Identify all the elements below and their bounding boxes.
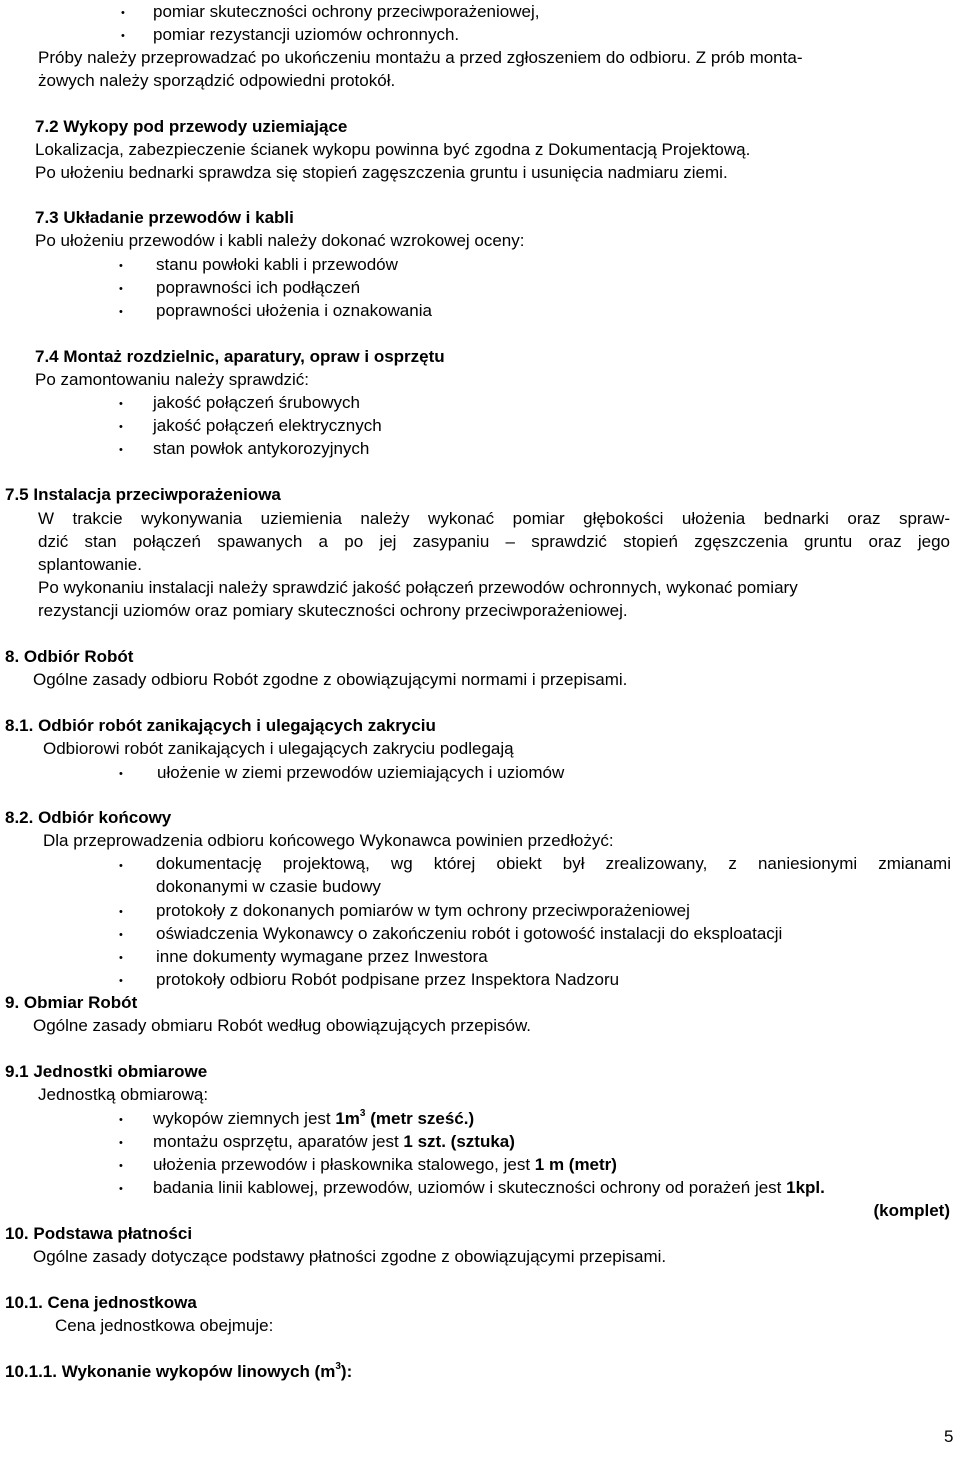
- list-item: oświadczenia Wykonawcy o zakończeniu robót i gotowość instalacji do eksploatacji: [156, 924, 783, 943]
- list-item: protokoły odbioru Robót podpisane przez Inspektora Nadzoru: [156, 970, 620, 989]
- list-item: dokumentację projektową, wg której obiekt był zrealizowany, z naniesionymi zmianami: [156, 854, 951, 873]
- list-item: [153, 1154, 617, 1176]
- section-text: Ogólne zasady obmiaru Robót według obowiązujących przepisów.: [33, 1016, 532, 1035]
- intro-bullet-2: pomiar rezystancji uziomów ochronnych.: [153, 25, 460, 44]
- list-item: jakość połączeń śrubowych: [153, 393, 360, 412]
- section-text: Lokalizacja, zabezpieczenie ścianek wykopu powinna być zgodna z Dokumentacją Projektową.: [35, 140, 751, 159]
- heading-text-end: ):: [340, 1362, 353, 1381]
- list-item: poprawności ułożenia i oznakowania: [156, 301, 432, 320]
- list-item: ułożenie w ziemi przewodów uziemiających i uziomów: [157, 763, 565, 782]
- bullet-icon: •: [119, 929, 123, 941]
- unit-value: 1 m (metr): [534, 1155, 617, 1174]
- unit-value-continuation: (komplet): [873, 1201, 950, 1220]
- section-heading-9-1: 9.1 Jednostki obmiarowe: [5, 1062, 208, 1081]
- bullet-icon: •: [119, 421, 123, 433]
- section-heading-8-2: 8.2. Odbiór końcowy: [5, 808, 172, 827]
- section-heading-8: 8. Odbiór Robót: [5, 647, 134, 666]
- section-text: Ogólne zasady dotyczące podstawy płatności zgodne z obowiązującymi przepisami.: [33, 1247, 667, 1266]
- section-heading-10-1: 10.1. Cena jednostkowa: [5, 1293, 197, 1312]
- section-heading-8-1: 8.1. Odbiór robót zanikających i ulegających zakryciu: [5, 716, 436, 735]
- section-heading-10-1-1: [5, 1361, 352, 1383]
- section-text: Po zamontowaniu należy sprawdzić:: [35, 370, 310, 389]
- list-item: protokoły z dokonanych pomiarów w tym ochrony przeciwporażeniowej: [156, 901, 690, 920]
- intro-text-line: Próby należy przeprowadzać po ukończeniu montażu a przed zgłoszeniem do odbioru. Z prób monta-: [38, 48, 803, 67]
- heading-text: 10.1.1. Wykonanie wykopów linowych (m: [5, 1362, 336, 1381]
- page-number: 5: [944, 1427, 954, 1446]
- bullet-icon: •: [119, 306, 123, 318]
- bullet-icon: •: [119, 768, 123, 780]
- bullet-icon: •: [119, 260, 123, 272]
- section-heading-9: 9. Obmiar Robót: [5, 993, 138, 1012]
- bullet-icon: •: [121, 7, 125, 19]
- section-heading-7-4: 7.4 Montaż rozdzielnic, aparatury, opraw i osprzętu: [35, 347, 445, 366]
- section-heading-10: 10. Podstawa płatności: [5, 1224, 193, 1243]
- section-text: Po wykonaniu instalacji należy sprawdzić jakość połączeń przewodów ochronnych, wykonać pomiary: [38, 578, 798, 597]
- unit-description: wykopów ziemnych jest: [153, 1109, 336, 1128]
- section-text: rezystancji uziomów oraz pomiary skuteczności ochrony przeciwporażeniowej.: [38, 601, 628, 620]
- section-heading-7-2: 7.2 Wykopy pod przewody uziemiające: [35, 117, 348, 136]
- section-heading-7-5: 7.5 Instalacja przeciwporażeniowa: [5, 485, 281, 504]
- list-item: [153, 1108, 474, 1130]
- section-text: W trakcie wykonywania uziemienia należy wykonać pomiar głębokości ułożenia bednarki oraz spraw-: [38, 509, 950, 528]
- intro-text-line: żowych należy sporządzić odpowiedni protokół.: [38, 71, 396, 90]
- bullet-icon: •: [119, 398, 123, 410]
- unit-value: [335, 1109, 474, 1128]
- bullet-icon: •: [119, 1137, 123, 1149]
- unit-superscript: 3: [359, 1108, 366, 1120]
- list-item: stan powłok antykorozyjnych: [153, 439, 370, 458]
- list-item: stanu powłoki kabli i przewodów: [156, 255, 398, 274]
- section-text: Jednostką obmiarową:: [38, 1085, 209, 1104]
- intro-bullet-1: pomiar skuteczności ochrony przeciwporażeniowej,: [153, 2, 540, 21]
- list-item: jakość połączeń elektrycznych: [153, 416, 382, 435]
- bullet-icon: •: [119, 952, 123, 964]
- bullet-icon: •: [119, 1183, 123, 1195]
- list-item-continuation: dokonanymi w czasie budowy: [156, 877, 381, 896]
- section-text: Dla przeprowadzenia odbioru końcowego Wykonawca powinien przedłożyć:: [43, 831, 614, 850]
- list-item: poprawności ich podłączeń: [156, 278, 361, 297]
- heading-superscript: 3: [335, 1361, 341, 1373]
- list-item: inne dokumenty wymagane przez Inwestora: [156, 947, 488, 966]
- unit-description: ułożenia przewodów i płaskownika stalowego, jest: [153, 1155, 535, 1174]
- bullet-icon: •: [119, 1160, 123, 1172]
- list-item: [153, 1177, 825, 1199]
- bullet-icon: •: [119, 283, 123, 295]
- section-text: Ogólne zasady odbioru Robót zgodne z obowiązującymi normami i przepisami.: [33, 670, 628, 689]
- section-text: Odbiorowi robót zanikających i ulegających zakryciu podlegają: [43, 739, 514, 758]
- section-text: splantowanie.: [38, 555, 142, 574]
- bullet-icon: •: [119, 444, 123, 456]
- unit-description: badania linii kablowej, przewodów, uziomów i skuteczności ochrony od porażeń jest: [153, 1178, 787, 1197]
- unit-description: montażu osprzętu, aparatów jest: [153, 1132, 404, 1151]
- bullet-icon: •: [121, 30, 125, 42]
- unit-value-text: 1m: [335, 1109, 360, 1128]
- unit-name: (metr sześć.): [365, 1109, 475, 1128]
- section-text: Po ułożeniu bednarki sprawdza się stopień zagęszczenia gruntu i usunięcia nadmiaru ziemi.: [35, 163, 728, 182]
- section-text: dzić stan połączeń spawanych a po jej zasypaniu – sprawdzić stopień zgęszczenia gruntu oraz jego: [38, 532, 950, 551]
- section-text: Po ułożeniu przewodów i kabli należy dokonać wzrokowej oceny:: [35, 231, 525, 250]
- bullet-icon: •: [119, 1114, 123, 1126]
- section-heading-7-3: 7.3 Układanie przewodów i kabli: [35, 208, 294, 227]
- unit-value: 1 szt. (sztuka): [403, 1132, 515, 1151]
- bullet-icon: •: [119, 860, 123, 872]
- unit-value: 1kpl.: [786, 1178, 825, 1197]
- section-text: Cena jednostkowa obejmuje:: [55, 1316, 274, 1335]
- bullet-icon: •: [119, 906, 123, 918]
- bullet-icon: •: [119, 975, 123, 987]
- list-item: [153, 1131, 515, 1153]
